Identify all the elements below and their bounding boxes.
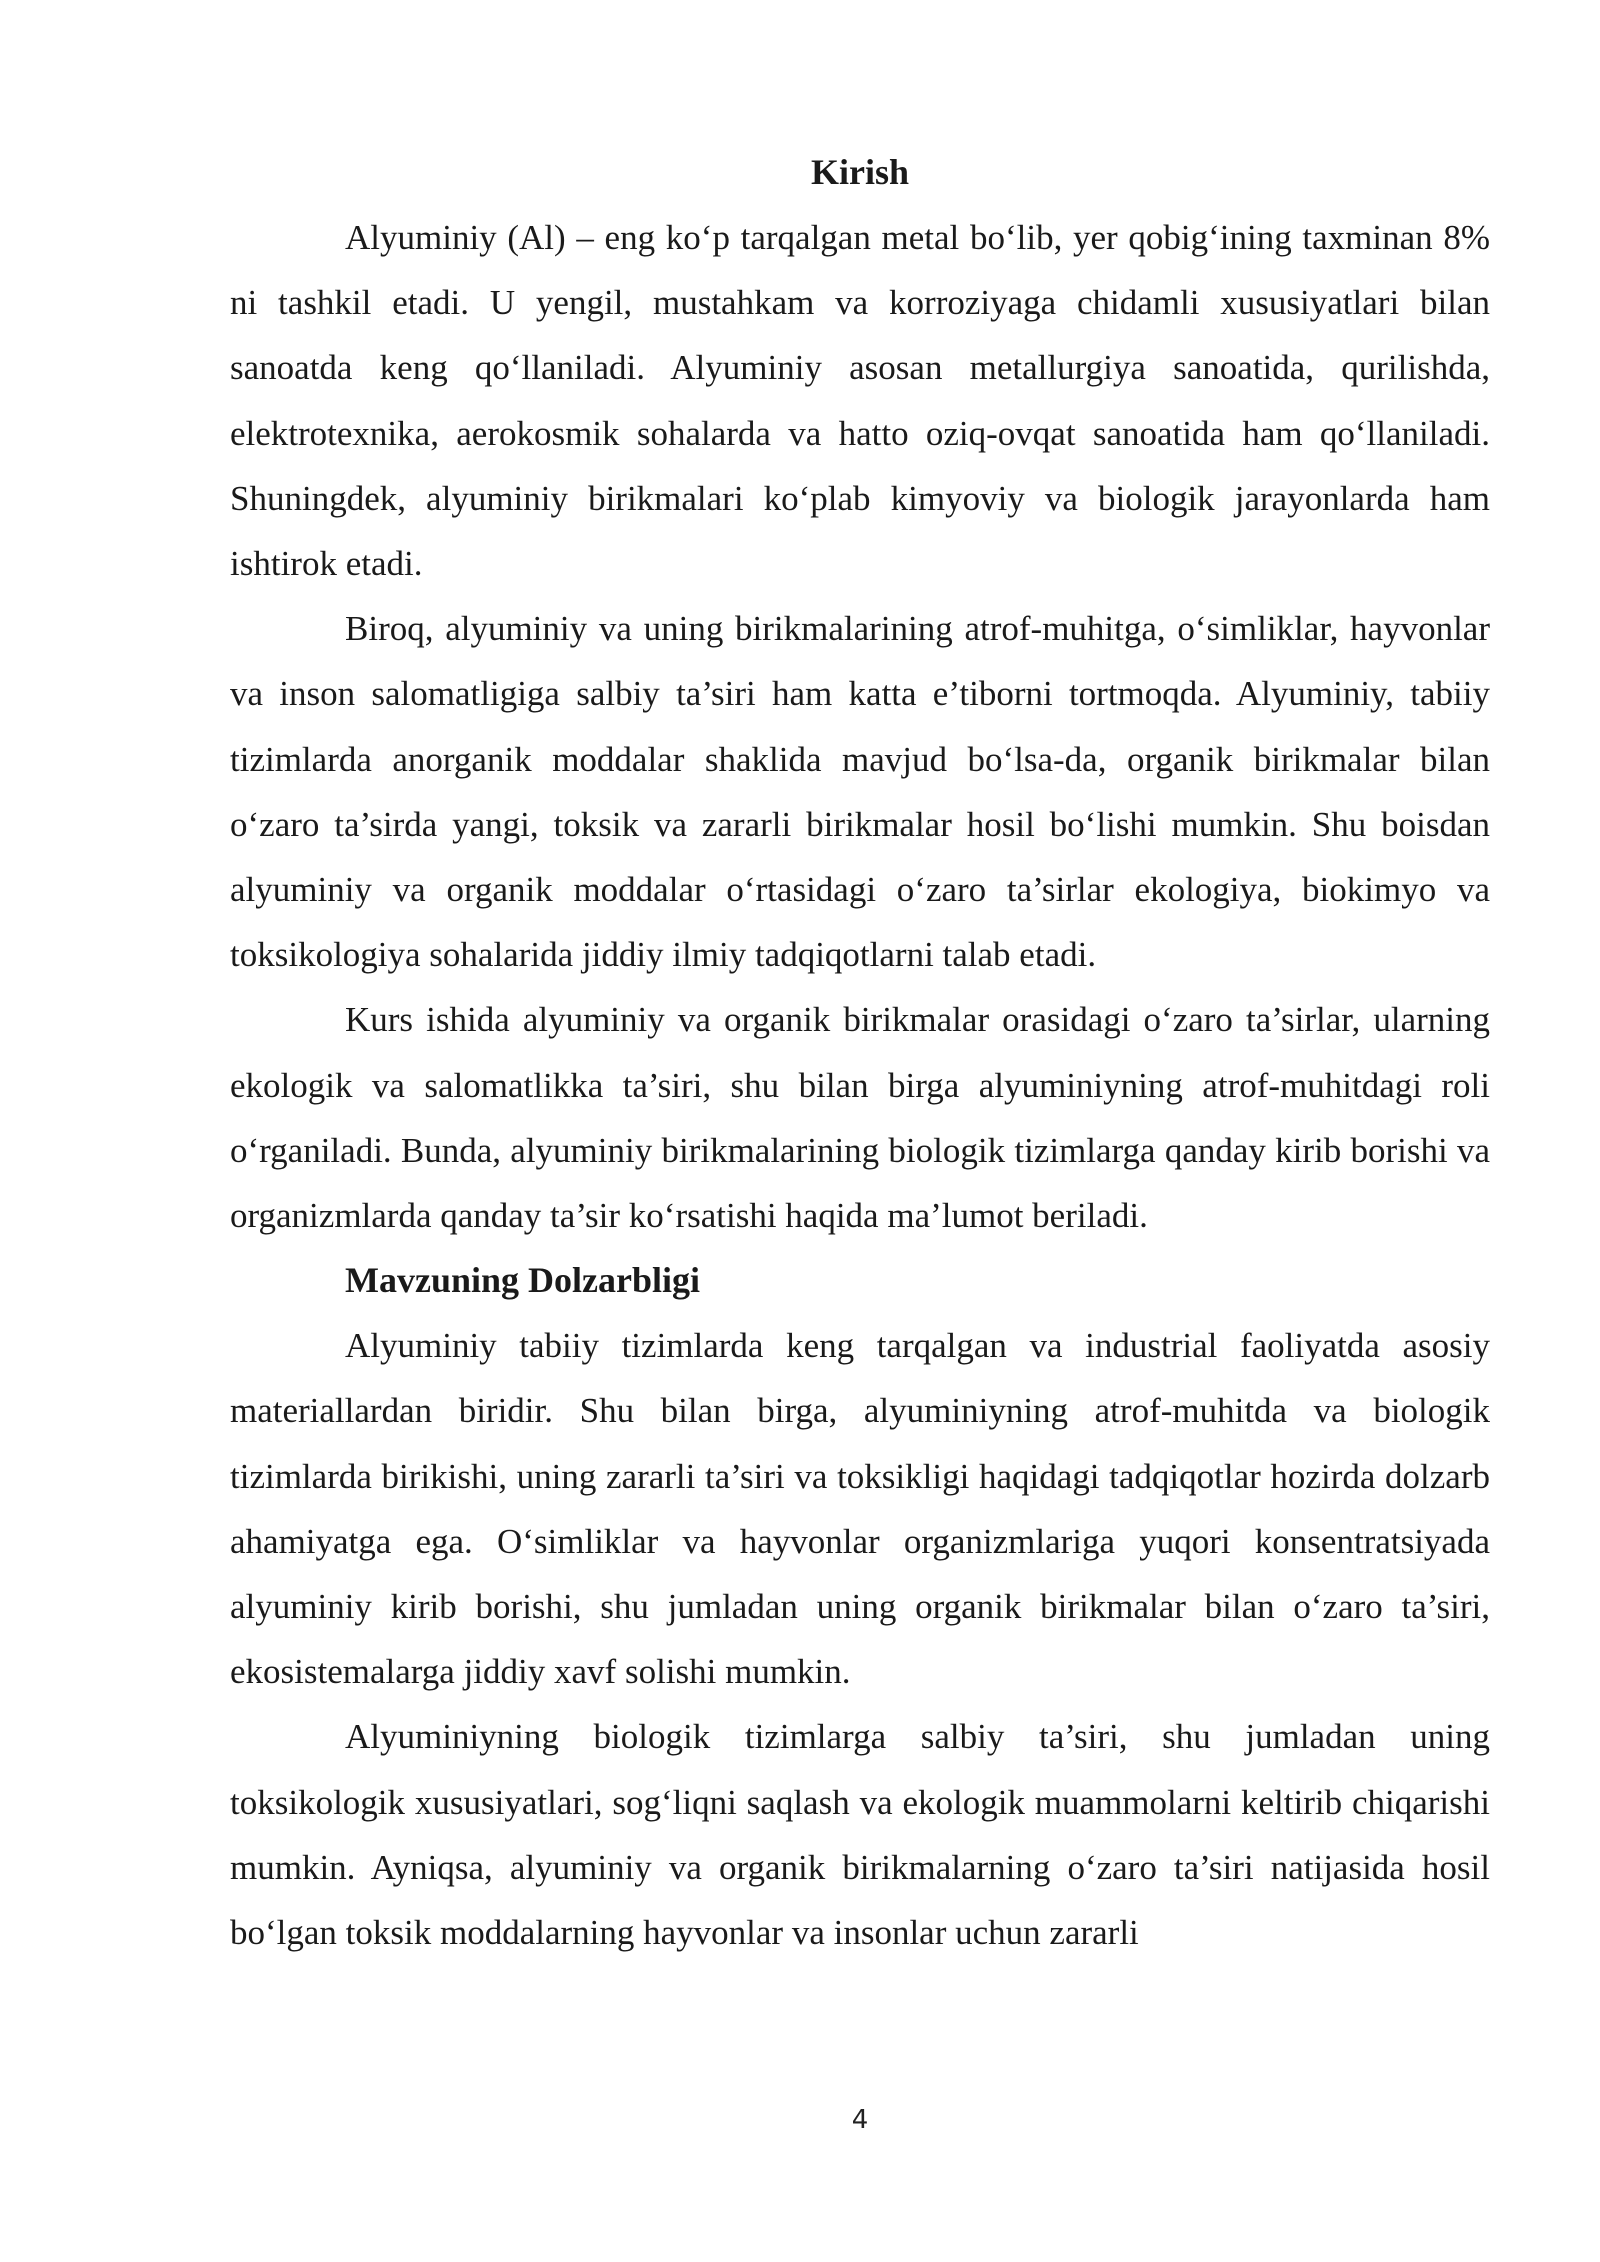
- intro-paragraph-2: Biroq, alyuminiy va uning birikmalarining atrof-muhitga, o‘simliklar, hayvonlar va inson salomatligiga salbiy ta’siri ham katta e’tiborni tortmoqda. Alyuminiy, tabiiy tizimlarda anorganik moddalar shaklida mavjud bo‘lsa-da, organik birikmalar bilan o‘zaro ta’sirda yangi, toksik va zararli birikmalar hosil bo‘lishi mumkin. Shu boisdan alyuminiy va organik moddalar o‘rtasidagi o‘zaro ta’sirlar ekologiya, biokimyo va toksikologiya sohalarida jiddiy ilmiy tadqiqotlarni talab etadi.: [230, 609, 1490, 975]
- relevance-paragraph-2: Alyuminiyning biologik tizimlarga salbiy ta’siri, shu jumladan uning toksikologik xususiyatlari, sog‘liqni saqlash va ekologik muammolarni keltirib chiqarishi mumkin. Ayniqsa, alyuminiy va organik birikmalarning o‘zaro ta’siri natijasida hosil bo‘lgan toksik moddalarning hayvonlar va insonlar uchun zararli: [230, 1717, 1490, 1953]
- intro-paragraph-3: Kurs ishida alyuminiy va organik birikmalar orasidagi o‘zaro ta’sirlar, ularning ekologik va salomatlikka ta’siri, shu bilan birga alyuminiyning atrof-muhitdagi roli o‘rganiladi. Bunda, alyuminiy birikmalarining biologik tizimlarga qanday kirib borishi va organizmlarda qanday ta’sir ko‘rsatishi haqida ma’lumot beriladi.: [230, 1000, 1490, 1236]
- relevance-paragraph-1: Alyuminiy tabiiy tizimlarda keng tarqalgan va industrial faoliyatda asosiy materiallardan biridir. Shu bilan birga, alyuminiyning atrof-muhitda va biologik tizimlarda birikishi, uning zararli ta’siri va toksikligi haqidagi tadqiqotlar hozirda dolzarb ahamiyatga ega. O‘simliklar va hayvonlar organizmlariga yuqori konsentratsiyada alyuminiy kirib borishi, shu jumladan uning organik birikmalar bilan o‘zaro ta’siri, ekosistemalarga jiddiy xavf solishi mumkin.: [230, 1326, 1490, 1692]
- page-number: 4: [851, 2105, 869, 2135]
- relevance-subheading: Mavzuning Dolzarbligi: [345, 1260, 701, 1301]
- section-title: Kirish: [810, 152, 909, 192]
- document-page: [230, 140, 1490, 1965]
- intro-paragraph-1: Alyuminiy (Al) – eng ko‘p tarqalgan metal bo‘lib, yer qobig‘ining taxminan 8% ni tashkil etadi. U yengil, mustahkam va korroziyaga chidamli xususiyatlari bilan sanoatda keng qo‘llaniladi. Alyuminiy asosan metallurgiya sanoatida, qurilishda, elektrotexnika, aerokosmik sohalarda va hatto oziq-ovqat sanoatida ham qo‘llaniladi. Shuningdek, alyuminiy birikmalari ko‘plab kimyoviy va biologik jarayonlarda ham ishtirok etadi.: [230, 218, 1490, 584]
